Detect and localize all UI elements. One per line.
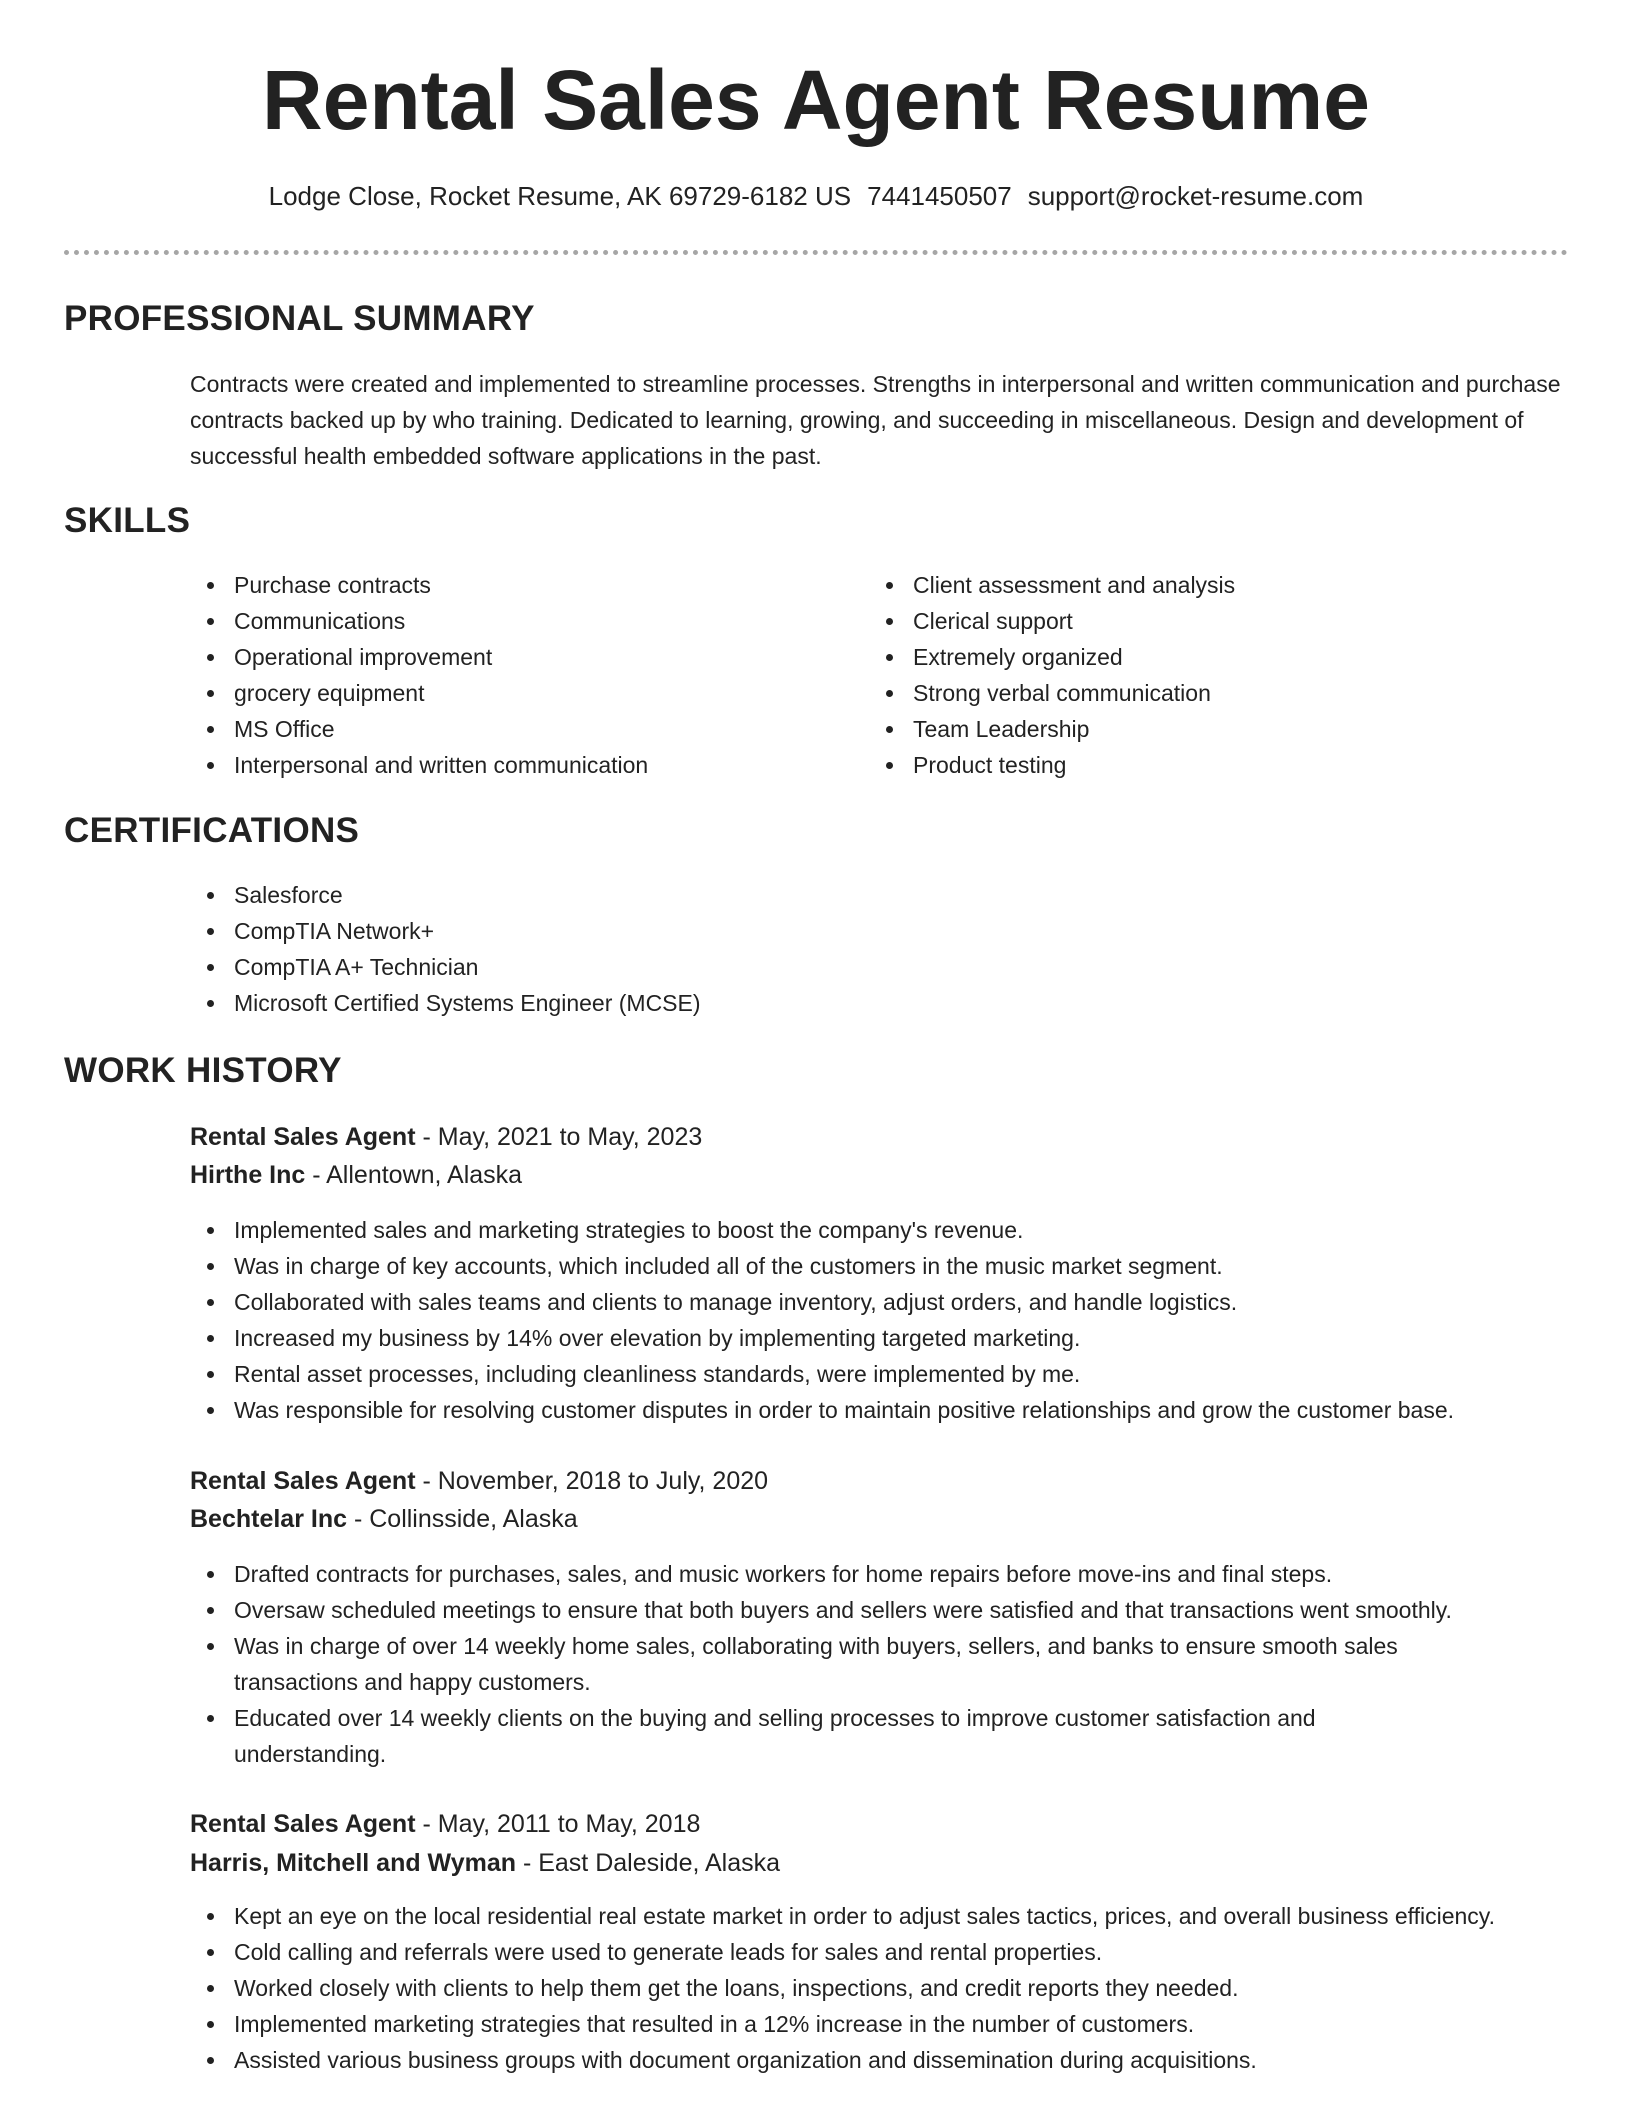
job-title-line [190, 1462, 768, 1500]
skill-item: Extremely organized [869, 639, 1509, 675]
skill-item: Strong verbal communication [869, 675, 1509, 711]
job-bullet: Worked closely with clients to help them get the loans, inspections, and credit reports they needed. [190, 1970, 1590, 2006]
job-location: - East Daleside, Alaska [516, 1849, 781, 1877]
certification-item: CompTIA A+ Technician [190, 949, 1190, 985]
job-bullets [190, 1556, 1590, 1772]
work-history-heading: WORK HISTORY [64, 1051, 342, 1090]
job-title: Rental Sales Agent [190, 1467, 416, 1495]
skills-list-right [869, 567, 1509, 783]
certifications-list [190, 877, 1190, 1021]
job-company-line [190, 1156, 522, 1194]
summary-text: Contracts were created and implemented to streamline processes. Strengths in interpersonal and written communication and purchase contracts backed up by who training. Dedicated to learning, growing, and succeeding in miscellaneous. Design and development of successful health embedded software applications in the past. [190, 371, 1561, 469]
resume-title: Rental Sales Agent Resume [262, 53, 1370, 147]
certification-item: Microsoft Certified Systems Engineer (MCSE) [190, 985, 1190, 1021]
skills-heading: SKILLS [64, 501, 191, 540]
job-title: Rental Sales Agent [190, 1123, 416, 1151]
skill-item: MS Office [190, 711, 830, 747]
job-bullet: Was in charge of key accounts, which included all of the customers in the music market segment. [190, 1248, 1590, 1284]
certification-item: CompTIA Network+ [190, 913, 1190, 949]
job-bullet: Educated over 14 weekly clients on the buying and selling processes to improve customer satisfaction and understanding. [190, 1700, 1440, 1772]
job-location: - Allentown, Alaska [305, 1161, 523, 1189]
job-title-line [190, 1805, 700, 1843]
skill-item: Purchase contracts [190, 567, 830, 603]
job-dates: - November, 2018 to July, 2020 [415, 1467, 769, 1495]
summary-heading: PROFESSIONAL SUMMARY [64, 299, 535, 338]
job-company-line [190, 1500, 578, 1538]
job-company: Hirthe Inc [190, 1161, 306, 1189]
skill-item: Communications [190, 603, 830, 639]
job-bullet: Rental asset processes, including cleanliness standards, were implemented by me. [190, 1356, 1590, 1392]
job-bullet: Collaborated with sales teams and clients to manage inventory, adjust orders, and handle logistics. [190, 1284, 1590, 1320]
skills-list-left [190, 567, 830, 783]
job-bullet: Cold calling and referrals were used to generate leads for sales and rental properties. [190, 1934, 1590, 1970]
job-dates: - May, 2021 to May, 2023 [415, 1123, 703, 1151]
job-bullet: Implemented sales and marketing strategies to boost the company's revenue. [190, 1212, 1590, 1248]
contact-phone: 7441450507 [867, 181, 1012, 211]
job-company-line [190, 1844, 780, 1882]
job-bullet: Was responsible for resolving customer disputes in order to maintain positive relationships and grow the customer base. [190, 1392, 1590, 1428]
job-bullet: Drafted contracts for purchases, sales, and music workers for home repairs before move-ins and final steps. [190, 1556, 1590, 1592]
job-bullet: Implemented marketing strategies that resulted in a 12% increase in the number of customers. [190, 2006, 1590, 2042]
job-bullet: Kept an eye on the local residential real estate market in order to adjust sales tactics, prices, and overall business efficiency. [190, 1898, 1520, 1934]
job-bullet: Was in charge of over 14 weekly home sales, collaborating with buyers, sellers, and banks to ensure smooth sales transactions and happy customers. [190, 1628, 1520, 1700]
job-company: Bechtelar Inc [190, 1505, 348, 1533]
skill-item: Interpersonal and written communication [190, 747, 830, 783]
job-bullets [190, 1898, 1590, 2078]
job-title: Rental Sales Agent [190, 1810, 416, 1838]
skill-item: Team Leadership [869, 711, 1509, 747]
job-dates: - May, 2011 to May, 2018 [415, 1810, 701, 1838]
header-divider [64, 250, 1568, 255]
contact-address: Lodge Close, Rocket Resume, AK 69729-6182 US [268, 181, 852, 211]
contact-email: support@rocket-resume.com [1027, 181, 1364, 211]
job-bullet: Assisted various business groups with document organization and dissemination during acquisitions. [190, 2042, 1590, 2078]
job-location: - Collinsside, Alaska [347, 1505, 578, 1533]
skill-item: Client assessment and analysis [869, 567, 1509, 603]
job-bullet: Oversaw scheduled meetings to ensure that both buyers and sellers were satisfied and that transactions went smoothly. [190, 1592, 1590, 1628]
job-bullet: Increased my business by 14% over elevation by implementing targeted marketing. [190, 1320, 1590, 1356]
skill-item: Clerical support [869, 603, 1509, 639]
certifications-heading: CERTIFICATIONS [64, 811, 360, 850]
skill-item: grocery equipment [190, 675, 830, 711]
job-bullets [190, 1212, 1590, 1428]
job-title-line [190, 1118, 702, 1156]
contact-line [0, 181, 1632, 212]
job-company: Harris, Mitchell and Wyman [190, 1849, 517, 1877]
skill-item: Operational improvement [190, 639, 830, 675]
skill-item: Product testing [869, 747, 1509, 783]
certification-item: Salesforce [190, 877, 1190, 913]
